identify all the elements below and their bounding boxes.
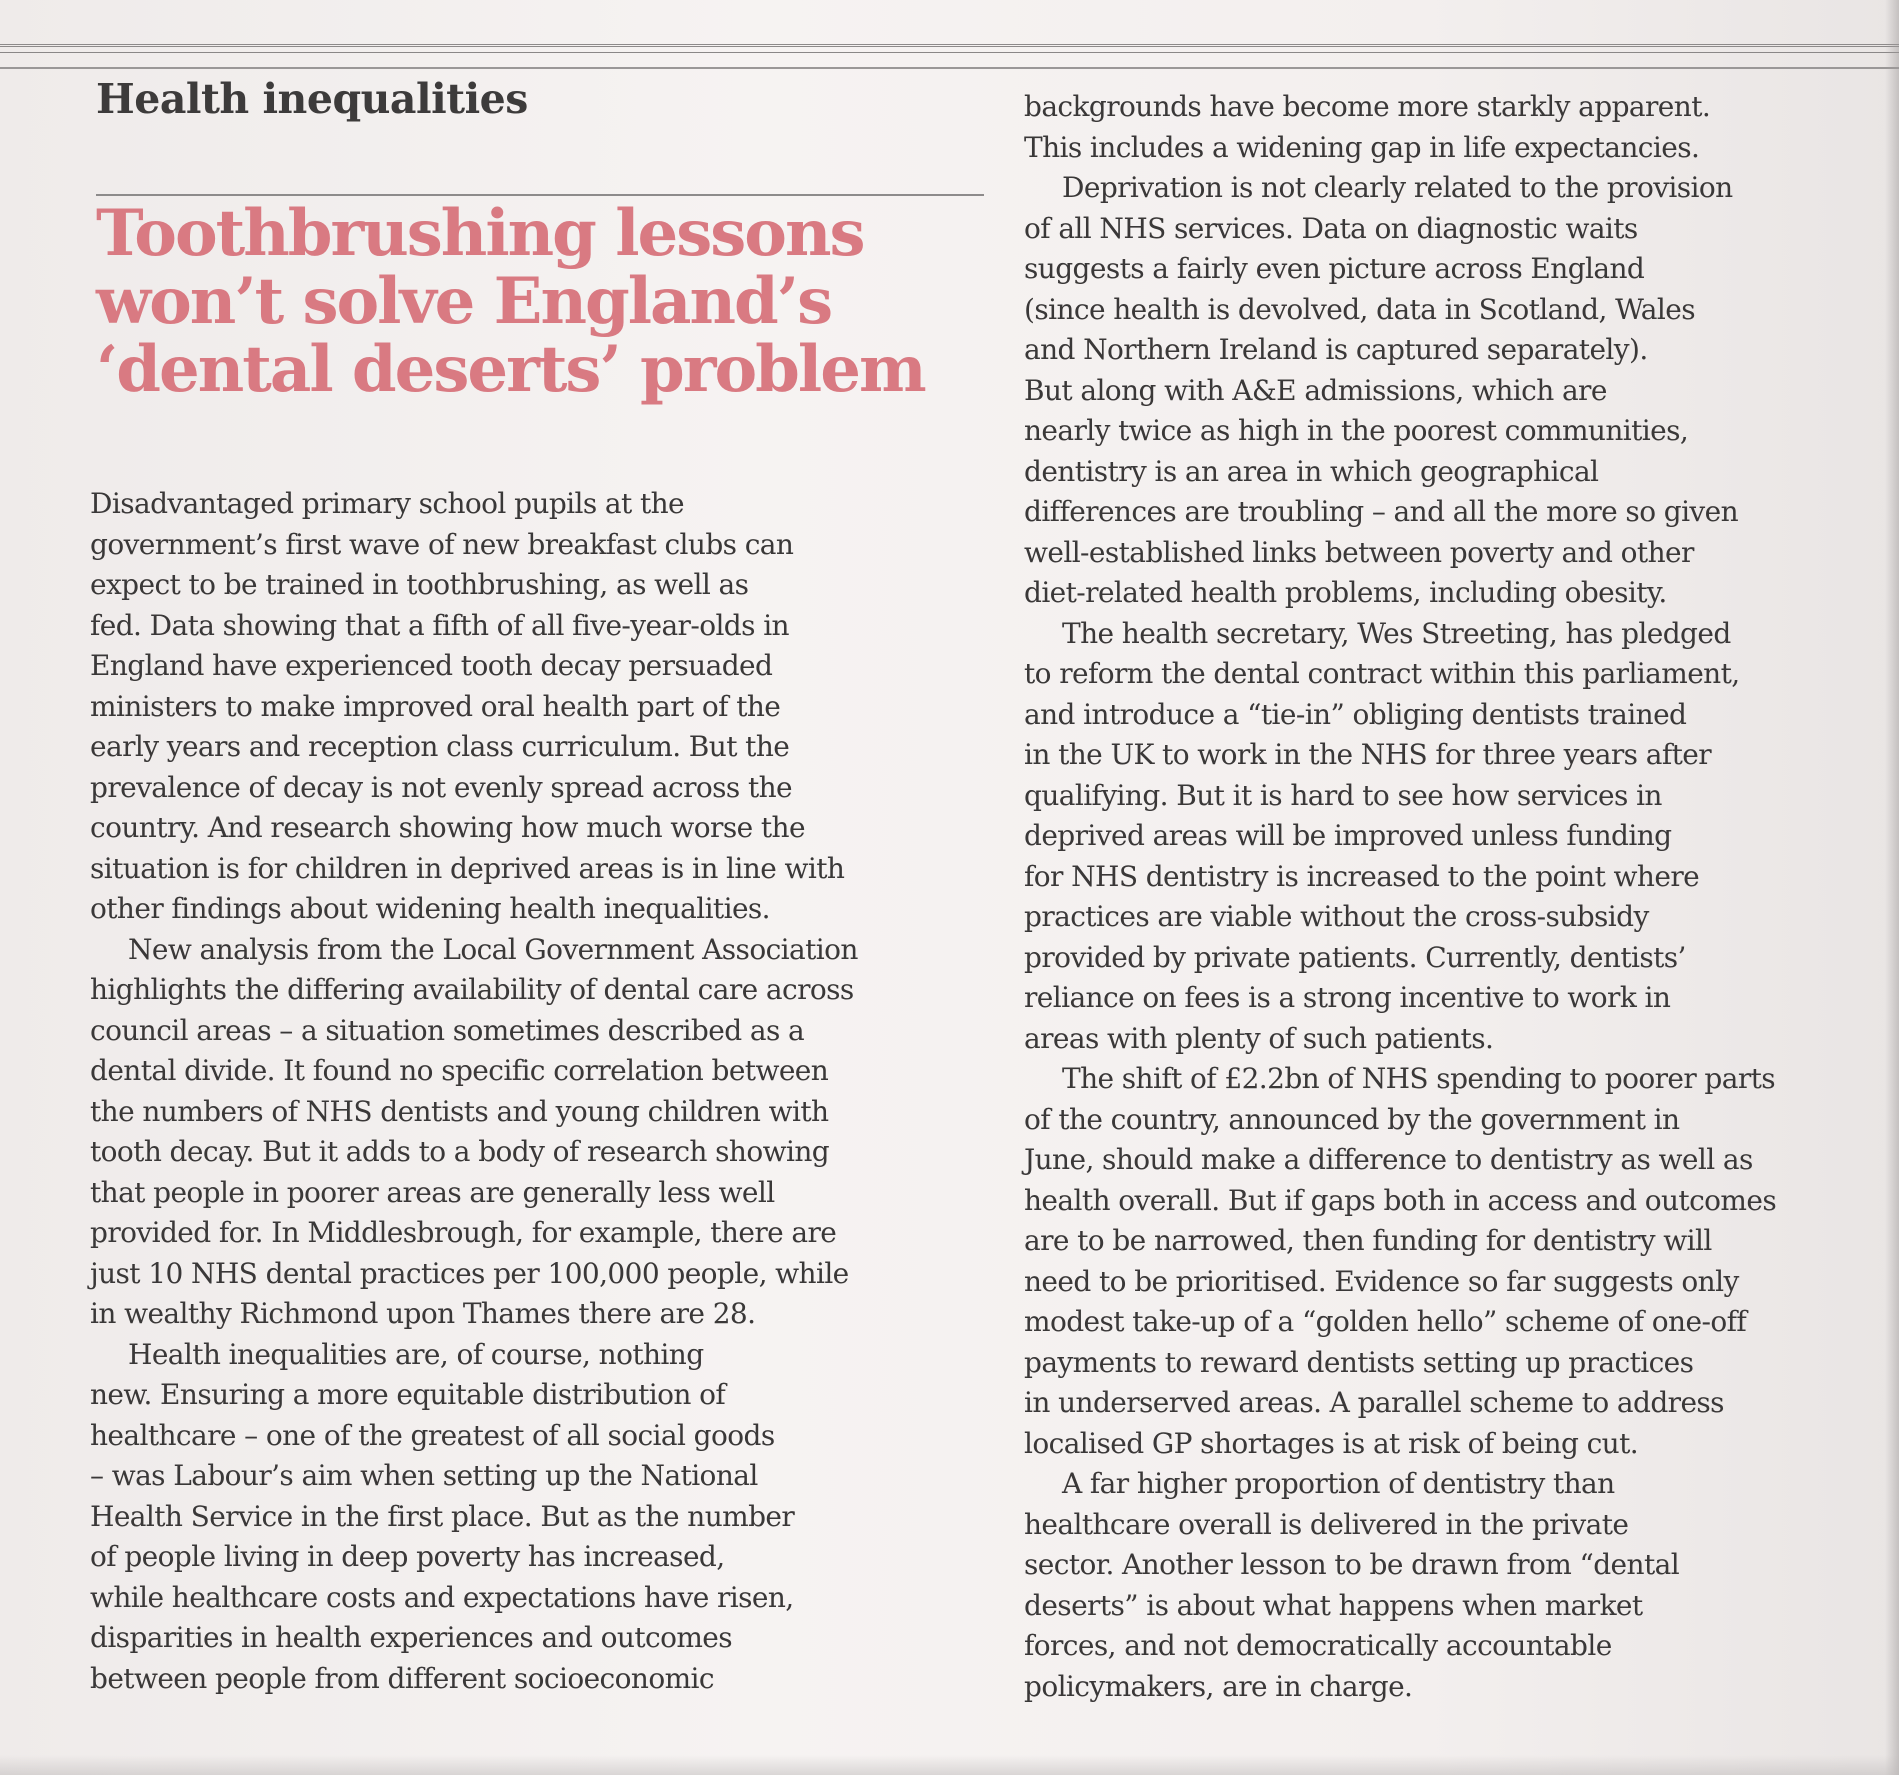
paragraph-first-line: Health inequalities are, of course, nothing: [128, 1337, 704, 1371]
body-text-line: policymakers, are in charge.: [1024, 1669, 1413, 1703]
body-text-line: tooth decay. But it adds to a body of research showing: [90, 1135, 830, 1168]
headline-line: ‘dental deserts’ problem: [96, 332, 925, 407]
body-text-line: deprived areas will be improved unless funding: [1024, 819, 1672, 852]
body-text-line: of people living in deep poverty has increased,: [90, 1540, 725, 1573]
section-label: Health inequalities: [96, 75, 528, 123]
body-text-line: expect to be trained in toothbrushing, as well as: [90, 568, 749, 601]
body-text-line: the numbers of NHS dentists and young children with: [90, 1094, 829, 1128]
body-text-line: well-established links between poverty and other: [1024, 535, 1694, 569]
body-text-line: are to be narrowed, then funding for dentistry will: [1024, 1224, 1712, 1257]
body-text-line: government’s first wave of new breakfast clubs can: [90, 527, 794, 561]
paragraph-first-line: The shift of £2.2bn of NHS spending to poorer parts: [1062, 1062, 1776, 1095]
body-text-line: dentistry is an area in which geographical: [1024, 454, 1599, 488]
body-text-line: June, should make a difference to dentistry as well as: [1024, 1143, 1753, 1176]
body-text-line: backgrounds have become more starkly apparent.: [1024, 90, 1711, 123]
body-text-line: in the UK to work in the NHS for three years after: [1024, 738, 1712, 771]
body-text-line: of all NHS services. Data on diagnostic waits: [1024, 211, 1638, 245]
page-top-rules: [0, 44, 1899, 69]
body-text-line: other findings about widening health inequalities.: [90, 892, 770, 925]
page-edge-shadow: [1885, 0, 1899, 1775]
body-text-line: healthcare – one of the greatest of all social goods: [90, 1418, 775, 1452]
body-text-line: payments to reward dentists setting up practices: [1024, 1345, 1694, 1379]
body-text-line: new. Ensuring a more equitable distribution of: [90, 1378, 726, 1411]
body-text-line: for NHS dentistry is increased to the point where: [1024, 859, 1700, 893]
body-text-line: reliance on fees is a strong incentive to work in: [1024, 981, 1671, 1014]
article-body-left-column: [90, 484, 990, 1699]
body-text-line: areas with plenty of such patients.: [1024, 1021, 1494, 1055]
body-text-line: ministers to make improved oral health part of the: [90, 689, 781, 723]
body-text-line: – was Labour’s aim when setting up the National: [90, 1459, 758, 1492]
body-text-line: forces, and not democratically accountable: [1024, 1629, 1612, 1662]
body-text-line: modest take-up of a “golden hello” scheme of one-off: [1024, 1305, 1747, 1338]
body-text-line: nearly twice as high in the poorest communities,: [1024, 414, 1689, 447]
body-text-line: Health Service in the first place. But as the number: [90, 1499, 795, 1533]
body-text-line: differences are troubling – and all the more so given: [1024, 495, 1739, 528]
body-text-line: country. And research showing how much worse the: [90, 811, 805, 844]
body-text-line: early years and reception class curriculum. But the: [90, 730, 790, 763]
body-text-line: and Northern Ireland is captured separately).: [1024, 333, 1648, 366]
article-body-right-column: [1024, 87, 1894, 1707]
body-text-line: (since health is devolved, data in Scotland, Wales: [1024, 292, 1695, 326]
body-text-line: healthcare overall is delivered in the private: [1024, 1507, 1629, 1541]
body-text-line: sector. Another lesson to be drawn from “dental: [1024, 1548, 1680, 1581]
headline-line: Toothbrushing lessons: [96, 196, 864, 271]
paragraph-first-line: A far higher proportion of dentistry than: [1062, 1467, 1615, 1500]
body-text-line: provided for. In Middlesbrough, for example, there are: [90, 1216, 837, 1249]
body-text-line: practices are viable without the cross-subsidy: [1024, 900, 1649, 933]
body-text-line: need to be prioritised. Evidence so far suggests only: [1024, 1264, 1739, 1298]
paragraph-first-line: The health secretary, Wes Streeting, has pledged: [1062, 616, 1731, 650]
body-text-line: localised GP shortages is at risk of being cut.: [1024, 1426, 1639, 1460]
body-text-line: disparities in health experiences and outcomes: [90, 1621, 733, 1654]
body-text-line: to reform the dental contract within this parliament,: [1024, 657, 1740, 690]
body-text-line: diet-related health problems, including obesity.: [1024, 576, 1667, 609]
body-text-line: council areas – a situation sometimes described as a: [90, 1013, 805, 1047]
paragraph-first-line: New analysis from the Local Government Association: [128, 932, 858, 966]
body-text-line: between people from different socioeconomic: [90, 1661, 714, 1695]
body-text-line: prevalence of decay is not evenly spread across the: [90, 770, 793, 804]
body-text-line: situation is for children in deprived areas is in line with: [90, 851, 845, 885]
body-text-line: England have experienced tooth decay persuaded: [90, 649, 773, 682]
body-text-line: while healthcare costs and expectations have risen,: [90, 1580, 794, 1614]
body-text-line: dental divide. It found no specific correlation between: [90, 1054, 829, 1087]
body-text-line: just 10 NHS dental practices per 100,000 people, while: [90, 1256, 849, 1290]
headline-line: won’t solve England’s: [96, 264, 832, 339]
body-text-line: in wealthy Richmond upon Thames there are 28.: [90, 1297, 756, 1330]
body-text-line: But along with A&E admissions, which are: [1024, 373, 1607, 407]
body-text-line: fed. Data showing that a fifth of all five-year-olds in: [90, 608, 789, 642]
paragraph-first-line: Deprivation is not clearly related to the provision: [1062, 171, 1733, 204]
body-text-line: in underserved areas. A parallel scheme to address: [1024, 1386, 1724, 1419]
body-text-line: provided by private patients. Currently, dentists’: [1024, 940, 1686, 974]
article-headline: [96, 196, 996, 407]
body-text-line: highlights the differing availability of dental care across: [90, 973, 854, 1006]
body-text-line: suggests a fairly even picture across England: [1024, 252, 1645, 285]
page-top-rule-inner: [0, 52, 1899, 53]
page-bottom-shadow: [0, 1755, 1899, 1775]
body-text-line: deserts” is about what happens when market: [1024, 1588, 1643, 1622]
body-text-line: health overall. But if gaps both in access and outcomes: [1024, 1183, 1777, 1217]
body-text-line: qualifying. But it is hard to see how services in: [1024, 778, 1662, 812]
body-text-line: Disadvantaged primary school pupils at the: [90, 487, 685, 520]
body-text-line: that people in poorer areas are generally less well: [90, 1175, 775, 1209]
body-text-line: and introduce a “tie-in” obliging dentists trained: [1024, 697, 1687, 731]
body-text-line: This includes a widening gap in life expectancies.: [1024, 130, 1700, 164]
body-text-line: of the country, announced by the government in: [1024, 1102, 1680, 1136]
